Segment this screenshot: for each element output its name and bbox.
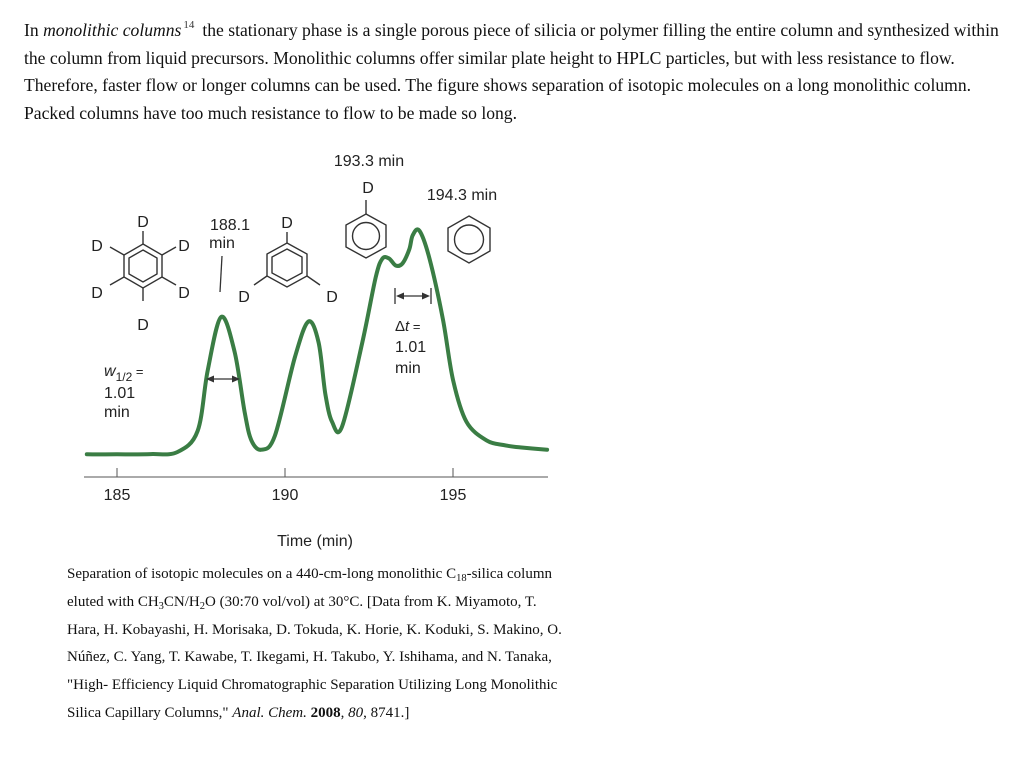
peak-label-194: 194.3 min (426, 187, 498, 204)
x-axis-label: Time (min) (277, 533, 353, 550)
deuterium-label: D (137, 214, 149, 231)
svg-text:min: min (104, 404, 130, 421)
peak-label-188-unit: min (209, 235, 235, 252)
peak-label-193: 193.3 min (333, 153, 405, 170)
intro-lead: In (24, 20, 39, 40)
deuterium-label: D (362, 180, 374, 197)
half-width-annotation (104, 363, 143, 421)
delta-t-annotation (395, 318, 426, 377)
intro-term: monolithic columns (43, 20, 182, 40)
deuterium-label: D (178, 285, 190, 302)
deuterium-label: D (281, 215, 293, 232)
deuterium-label: D (326, 289, 338, 306)
chromatogram-trace (87, 229, 547, 454)
benzene-d1-structure (346, 200, 386, 258)
x-tick-label: 185 (103, 487, 131, 504)
x-axis-ticks (117, 468, 453, 477)
figure-caption: Separation of isotopic molecules on a 440-cm-long monolithic $C_{18}$-silica column eluted with $CH_3CN/H_2O$ (30:70 vol/vol) at 30°C. [Data from K. Miyamoto, T. Hara, H. Kobayashi, H. Morisaka, D. Tokuda, K. Horie, K. Koduki, S. Makino, O. Núñez, C. Yang, T. Kawabe, T. Ikegami, H. Takubo, Y. Ishihama, and N. Tanaka, "High- Efficiency Liquid Chromatographic Separation Utilizing Long Monolithic Silica Capillary Columns," Anal. Chem. 2008, 80, 8741.] (67, 566, 562, 721)
journal-name: Anal. Chem. (232, 704, 307, 721)
deuterium-label: D (91, 285, 103, 302)
x-tick-label: 190 (271, 487, 299, 504)
delta-t-arrow (395, 288, 431, 304)
benzene-d3-structure (254, 232, 320, 287)
svg-text:1.01: 1.01 (104, 385, 136, 402)
citation-year: 2008 (310, 704, 341, 721)
peak-label-188: 188.1 (209, 217, 251, 234)
svg-text:Δt =: Δt = (395, 318, 421, 335)
half-width-arrow (206, 376, 240, 383)
svg-text:1.01: 1.01 (395, 339, 427, 356)
reference-mark: 14 (183, 19, 195, 31)
benzene-structure (448, 216, 490, 263)
peak-label-leader (220, 256, 222, 292)
citation-volume: 80 (348, 704, 364, 721)
deuterium-label: D (238, 289, 250, 306)
svg-text:w1/2 =: $w_{1/2}$ = (104, 363, 144, 384)
svg-text:min: min (395, 360, 421, 377)
deuterium-label: D (178, 238, 190, 255)
deuterium-label: D (137, 317, 149, 334)
benzene-d6-structure (110, 231, 176, 301)
x-axis-tick-labels (104, 487, 467, 504)
x-tick-label: 195 (439, 487, 467, 504)
intro-body: the stationary phase is a single porous piece of silicia or polymer filling the entire column and synthesized within the column from liquid precursors. Monolithic columns offer similar plate height to HPLC particles, but with less resistance to flow. Therefore, faster flow or longer columns can be used. The figure shows separation of isotopic molecules on a long monolithic column. Packed columns have too much resistance to flow to be made so long. (24, 20, 999, 123)
deuterium-label: D (91, 238, 103, 255)
